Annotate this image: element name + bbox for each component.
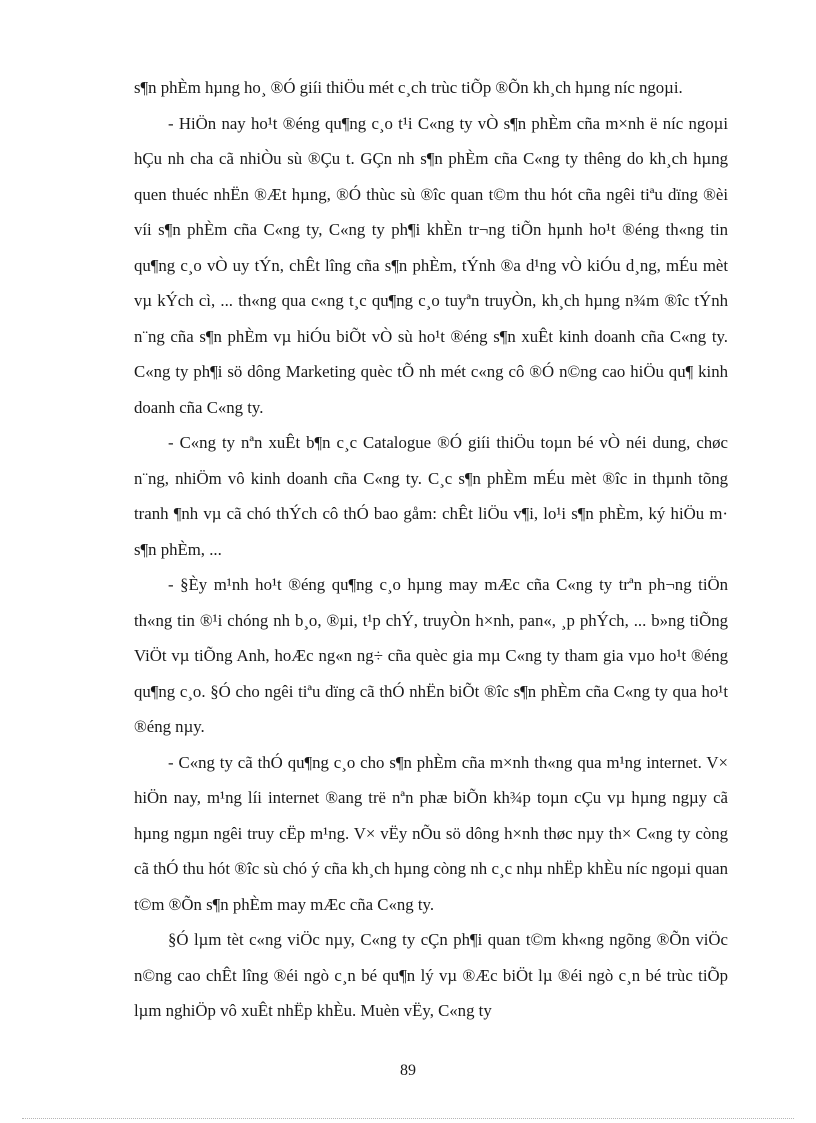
paragraph-2: - HiÖn nay ho¹t ®éng qu¶ng c¸o t¹i C«ng ty vÒ s¶n phÈm cña m×nh ë níc ngoµi hÇu nh cha cã nhiÒu sù ®Çu t. GÇn nh s¶n phÈm cña C«ng ty thêng do kh¸ch hµng quen thuéc nhËn ®Æt hµng, ®Ó thùc sù ®îc quan t©m thu hót cña ngêi tiªu dïng ®èi víi s¶n phÈm cña C«ng ty, C«ng ty ph¶i khÈn tr¬ng tiÕn hµnh ho¹t ®éng th«ng tin qu¶ng c¸o vÒ uy tÝn, chÊt lîng cña s¶n phÈm, tÝnh ®a d¹ng vÒ kiÓu d¸ng, mÉu mèt vµ kÝch cì, ... th«ng qua c«ng t¸c qu¶ng c¸o tuyªn truyÒn, kh¸ch hµng n¾m ®îc tÝnh n¨ng cña s¶n phÈm vµ hiÓu biÕt vÒ sù ho¹t ®éng s¶n xuÊt kinh doanh cña C«ng ty. C«ng ty ph¶i sö dông Marketing quèc tÕ nh mét c«ng cô ®Ó n©ng cao hiÖu qu¶ kinh doanh cña C«ng ty. xyxy=(134,113,728,417)
page-bottom-divider xyxy=(22,1118,794,1119)
page-number: 89 xyxy=(400,1062,416,1079)
paragraph-5: - C«ng ty cã thÓ qu¶ng c¸o cho s¶n phÈm cña m×nh th«ng qua m¹ng internet. V× hiÖn nay, m¹ng líi internet ®ang trë nªn phæ biÕn kh¾p toµn cÇu vµ hµng ngµy cã hµng ngµn ngêi truy cËp m¹ng. V× vËy nÕu sö dông h×nh thøc nµy th× C«ng ty còng cã thÓ thu hót ®îc sù chó ý cña kh¸ch hµng còng nh c¸c nhµ nhËp khÈu níc ngoµi quan t©m ®Õn s¶n phÈm may mÆc cña C«ng ty. xyxy=(134,752,728,914)
paragraph-6: §Ó lµm tèt c«ng viÖc nµy, C«ng ty cÇn ph¶i quan t©m kh«ng ngõng ®Õn viÖc n©ng cao chÊt lîng ®éi ngò c¸n bé qu¶n lý vµ ®Æc biÖt lµ ®éi ngò c¸n bé trùc tiÕp lµm nghiÖp vô xuÊt nhËp khÈu. Muèn vËy, C«ng ty xyxy=(134,930,728,1020)
paragraph-3: - C«ng ty nªn xuÊt b¶n c¸c Catalogue ®Ó giíi thiÖu toµn bé vÒ néi dung, chøc n¨ng, nhiÖm vô kinh doanh cña C«ng ty. C¸c s¶n phÈm mÉu mèt ®îc in thµnh tõng tranh ¶nh vµ cã chó thÝch cô thÓ bao gåm: chÊt liÖu v¶i, lo¹i s¶n phÈm, ký hiÖu m· s¶n phÈm, ... xyxy=(134,433,728,559)
paragraph-1: s¶n phÈm hµng ho¸ ®Ó giíi thiÖu mét c¸ch trùc tiÕp ®Õn kh¸ch hµng níc ngoµi. xyxy=(134,78,683,97)
paragraph-4: - §Èy m¹nh ho¹t ®éng qu¶ng c¸o hµng may mÆc cña C«ng ty trªn ph¬ng tiÖn th«ng tin ®¹i chóng nh b¸o, ®µi, t¹p chÝ, truyÒn h×nh, pan«, ¸p phÝch, ... b»ng tiÕng ViÖt vµ tiÕng Anh, hoÆc ng«n ng÷ cña quèc gia mµ C«ng ty tham gia vµo ho¹t ®éng qu¶ng c¸o. §Ó cho ngêi tiªu dïng cã thÓ nhËn biÕt ®îc s¶n phÈm cña C«ng ty qua ho¹t ®éng nµy. xyxy=(134,575,728,736)
document-body xyxy=(134,70,728,1029)
